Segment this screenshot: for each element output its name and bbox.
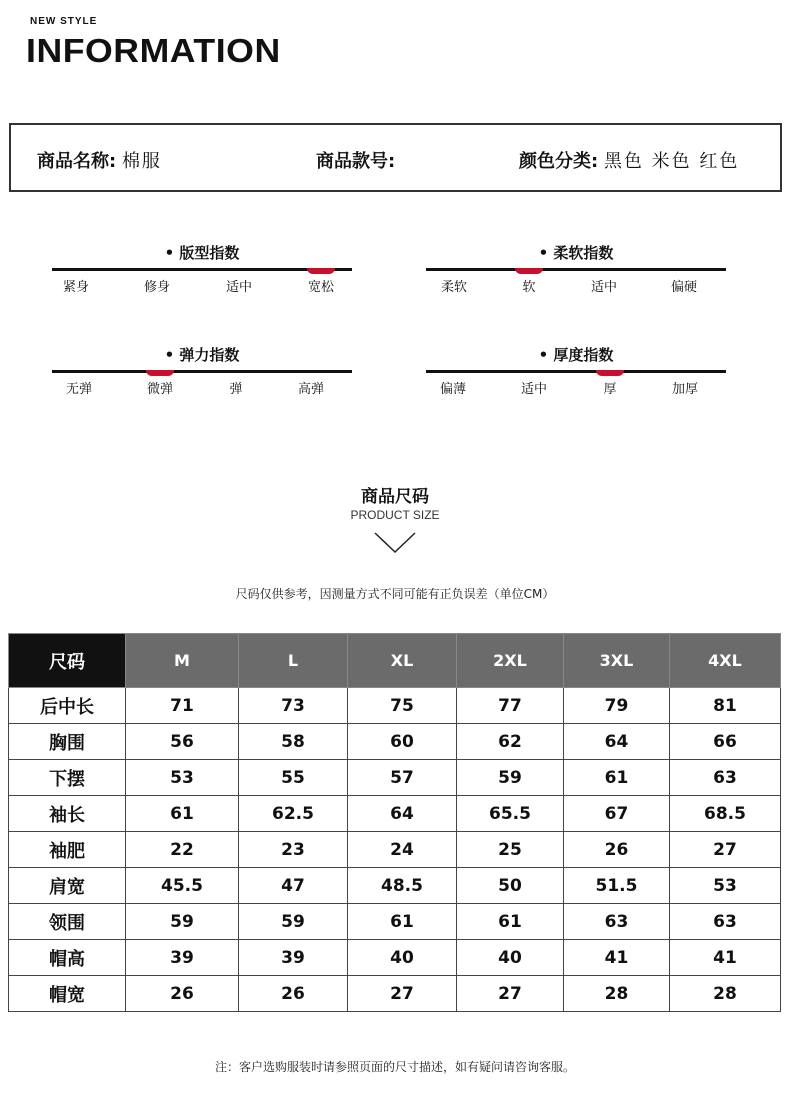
product-colors-value: 黑色 米色 红色 [603,151,740,172]
product-name-value: 棉服 [121,151,162,172]
table-cell: 23 [239,832,348,868]
table-cell: 64 [348,796,457,832]
size-note: 尺码仅供参考，因测量方式不同可能有正负误差（单位CM） [235,587,555,601]
softness-index-title: • 柔软指数 [538,244,614,262]
table-cell: 22 [126,832,239,868]
table-header-cell: 尺码 [9,634,126,688]
chevron-down-icon [373,530,417,556]
fit-index-label: 适中 [225,280,252,295]
elasticity-index-label: 高弹 [297,382,324,397]
table-row-label: 下摆 [9,760,126,796]
product-code [316,147,395,173]
table-cell: 79 [564,688,670,724]
thickness-index-line [426,370,726,373]
table-row-label: 袖肥 [9,832,126,868]
thickness-index [426,344,726,404]
table-cell: 58 [239,724,348,760]
thickness-index-label: 偏薄 [439,382,466,397]
fit-index-label: 紧身 [62,280,89,295]
table-cell: 24 [348,832,457,868]
table-cell: 28 [564,976,670,1012]
fit-index-label: 宽松 [307,280,334,295]
elasticity-index-label: 弹 [229,382,243,397]
table-cell: 50 [457,868,564,904]
table-row [9,976,781,1012]
table-cell: 59 [457,760,564,796]
table-cell: 39 [239,940,348,976]
table-row [9,832,781,868]
table-row [9,796,781,832]
product-colors [519,147,739,173]
softness-index-marker [515,268,543,274]
table-header-cell: 4XL [670,634,781,688]
product-info-box [9,123,782,192]
table-cell: 53 [670,868,781,904]
table-cell: 27 [457,976,564,1012]
product-name-label: 商品名称: [37,151,117,172]
table-cell: 26 [564,832,670,868]
softness-index-label: 软 [522,280,536,295]
elasticity-index-marker [146,370,174,376]
product-colors-label: 颜色分类: [519,151,599,172]
elasticity-index-label: 无弹 [65,382,92,397]
fit-index-label: 修身 [143,280,170,295]
table-cell: 39 [126,940,239,976]
table-cell: 40 [457,940,564,976]
thickness-index-title: • 厚度指数 [538,346,614,364]
table-row [9,760,781,796]
table-header-row [9,634,781,688]
table-cell: 61 [126,796,239,832]
table-cell: 71 [126,688,239,724]
table-row-label: 后中长 [9,688,126,724]
table-cell: 66 [670,724,781,760]
table-cell: 25 [457,832,564,868]
table-header-cell: 3XL [564,634,670,688]
table-cell: 45.5 [126,868,239,904]
product-code-label: 商品款号: [316,151,396,172]
thickness-index-label: 适中 [520,382,547,397]
table-row [9,940,781,976]
table-row [9,904,781,940]
table-cell: 27 [670,832,781,868]
table-cell: 51.5 [564,868,670,904]
table-header-cell: M [126,634,239,688]
table-cell: 59 [239,904,348,940]
size-section-title: 商品尺码 [361,487,429,507]
table-header-cell: L [239,634,348,688]
elasticity-index [52,344,352,404]
elasticity-index-line [52,370,352,373]
table-row-label: 帽高 [9,940,126,976]
footer-note: 注：客户选购服装时请参照页面的尺寸描述，如有疑问请咨询客服。 [214,1060,575,1074]
table-cell: 63 [670,760,781,796]
header-subtitle: NEW STYLE [30,16,98,27]
product-name [37,147,162,173]
table-cell: 75 [348,688,457,724]
table-cell: 48.5 [348,868,457,904]
table-row [9,688,781,724]
table-cell: 61 [348,904,457,940]
table-cell: 68.5 [670,796,781,832]
table-row-label: 袖长 [9,796,126,832]
thickness-index-label: 加厚 [671,382,698,397]
table-cell: 65.5 [457,796,564,832]
table-cell: 41 [564,940,670,976]
softness-index [426,242,726,302]
thickness-index-label: 厚 [603,382,617,397]
table-cell: 40 [348,940,457,976]
table-cell: 56 [126,724,239,760]
table-cell: 67 [564,796,670,832]
elasticity-index-title: • 弹力指数 [164,346,240,364]
elasticity-index-label: 微弹 [146,382,173,397]
table-cell: 81 [670,688,781,724]
table-cell: 57 [348,760,457,796]
table-cell: 27 [348,976,457,1012]
header-title: INFORMATION [26,32,281,69]
table-cell: 61 [457,904,564,940]
table-cell: 61 [564,760,670,796]
size-table [8,633,781,1012]
table-cell: 77 [457,688,564,724]
table-row [9,724,781,760]
table-cell: 26 [126,976,239,1012]
fit-index-marker [307,268,335,274]
table-cell: 63 [670,904,781,940]
size-section-subtitle: PRODUCT SIZE [350,508,440,522]
softness-index-label: 柔软 [440,280,467,295]
table-row-label: 领围 [9,904,126,940]
fit-index-title: • 版型指数 [164,244,240,262]
table-row-label: 肩宽 [9,868,126,904]
table-header-cell: XL [348,634,457,688]
table-cell: 26 [239,976,348,1012]
softness-index-line [426,268,726,271]
table-cell: 55 [239,760,348,796]
table-row-label: 胸围 [9,724,126,760]
table-cell: 62.5 [239,796,348,832]
table-row-label: 帽宽 [9,976,126,1012]
table-cell: 47 [239,868,348,904]
softness-index-label: 适中 [590,280,617,295]
softness-index-label: 偏硬 [670,280,697,295]
table-cell: 60 [348,724,457,760]
fit-index [52,242,352,302]
table-cell: 53 [126,760,239,796]
table-row [9,868,781,904]
table-cell: 28 [670,976,781,1012]
table-cell: 62 [457,724,564,760]
table-cell: 59 [126,904,239,940]
table-cell: 63 [564,904,670,940]
table-header-cell: 2XL [457,634,564,688]
table-cell: 64 [564,724,670,760]
table-cell: 41 [670,940,781,976]
table-cell: 73 [239,688,348,724]
thickness-index-marker [596,370,624,376]
